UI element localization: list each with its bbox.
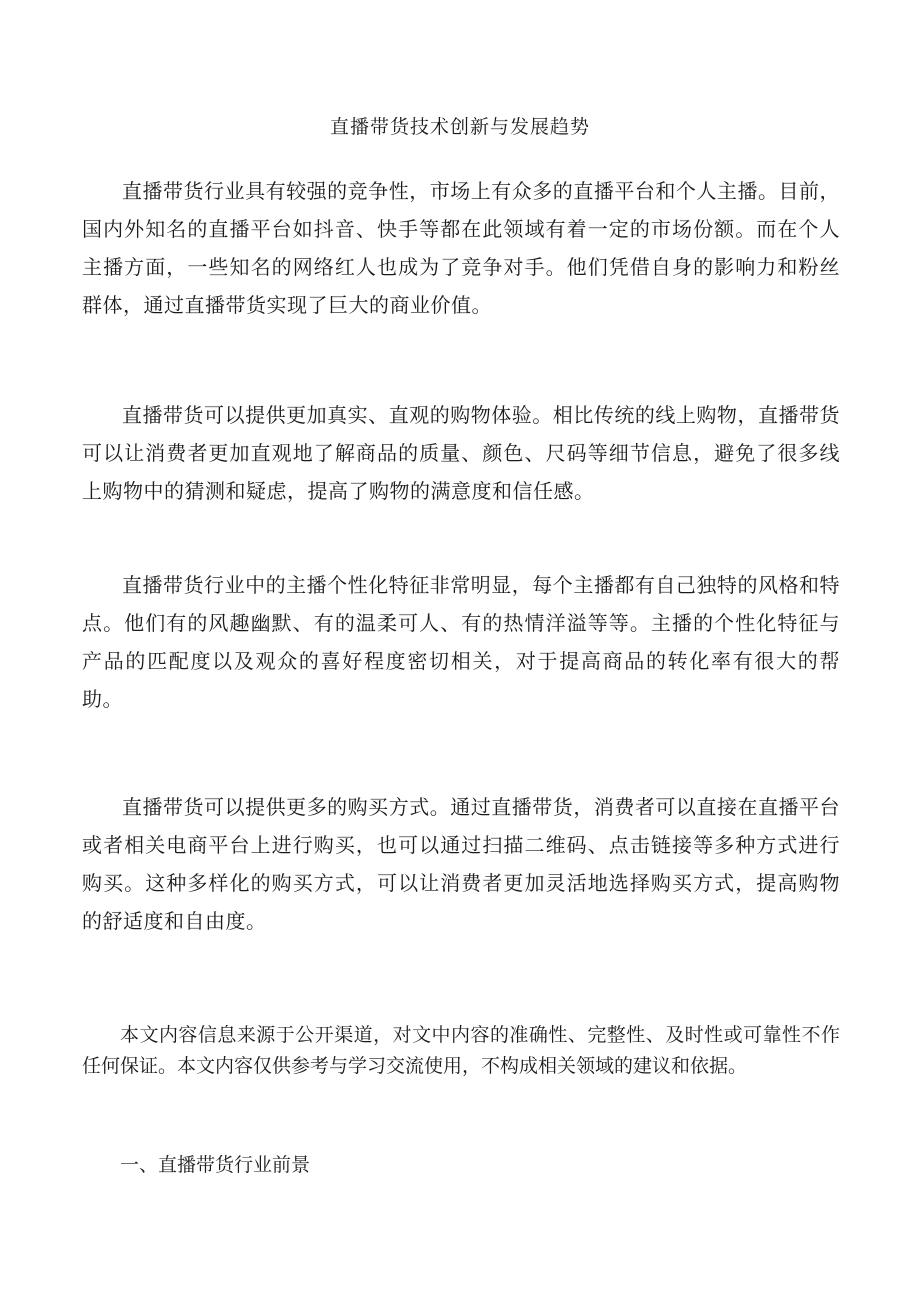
body-paragraph-experience: 直播带货可以提供更加真实、直观的购物体验。相比传统的线上购物，直播带货可以让消费者更加直观地了解商品的质量、颜色、尺码等细节信息，避免了很多线上购物中的猜测和疑虑，提高了购物的满意度和信任感。	[82, 403, 840, 503]
body-paragraph-personalization: 直播带货行业中的主播个性化特征非常明显，每个主播都有自己独特的风格和特点。他们有的风趣幽默、有的温柔可人、有的热情洋溢等等。主播的个性化特征与产品的匹配度以及观众的喜好程度密切相关，对于提高商品的转化率有很大的帮助。	[82, 573, 840, 711]
document-title: 直播带货技术创新与发展趋势	[329, 116, 590, 138]
section-heading: 一、直播带货行业前景	[120, 1154, 311, 1176]
disclaimer-note: 本文内容信息来源于公开渠道，对文中内容的准确性、完整性、及时性或可靠性不作任何保证。本文内容仅供参考与学习交流使用，不构成相关领域的建议和依据。	[82, 1024, 840, 1077]
body-paragraph-competition: 直播带货行业具有较强的竞争性，市场上有众多的直播平台和个人主播。目前，国内外知名的直播平台如抖音、快手等都在此领域有着一定的市场份额。而在个人主播方面，一些知名的网络红人也成为了竞争对手。他们凭借自身的影响力和粉丝群体，通过直播带货实现了巨大的商业价值。	[82, 179, 840, 317]
body-paragraph-purchase-methods: 直播带货可以提供更多的购买方式。通过直播带货，消费者可以直接在直播平台或者相关电商平台上进行购买，也可以通过扫描二维码、点击链接等多种方式进行购买。这种多样化的购买方式，可以让消费者更加灵活地选择购买方式，提高购物的舒适度和自由度。	[82, 795, 840, 933]
